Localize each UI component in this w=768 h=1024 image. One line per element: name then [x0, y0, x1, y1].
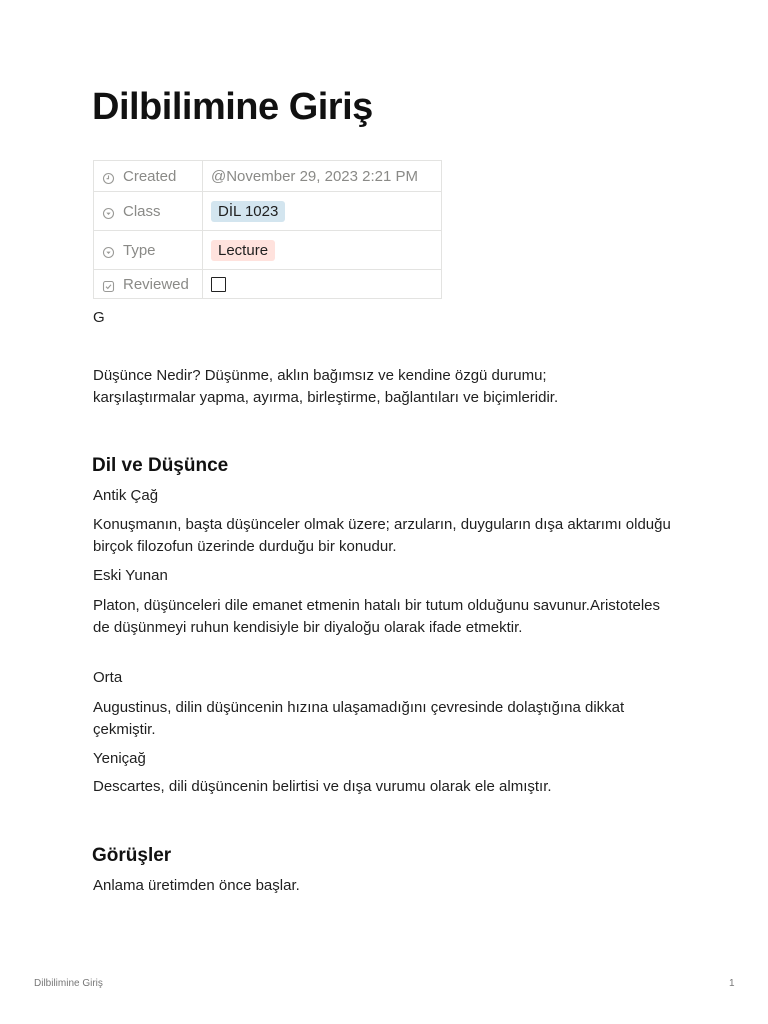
paragraph: Yeniçağ	[93, 750, 146, 767]
footer-title: Dilbilimine Giriş	[34, 978, 103, 989]
intro-paragraph: Düşünce Nedir? Düşünme, aklın bağımsız ve kendine özgü durumu; karşılaştırmalar yapma, ayırma, birleştirme, bağlantıları ve biçimleridir.	[93, 367, 559, 406]
section-heading-gorusler: Görüşler	[92, 845, 172, 866]
paragraph: Eski Yunan	[93, 567, 168, 584]
property-label-reviewed: Reviewed	[123, 275, 189, 293]
stray-text: G	[93, 309, 105, 326]
select-property-icon	[102, 207, 115, 220]
paragraph: Anlama üretimden önce başlar.	[93, 877, 300, 894]
property-row-class	[94, 192, 442, 231]
property-row-created	[94, 161, 442, 192]
property-row-reviewed	[94, 270, 442, 299]
paragraph: Descartes, dili düşüncenin belirtisi ve dışa vurumu olarak ele almıştır.	[93, 778, 552, 795]
property-label-class: Class	[123, 202, 161, 220]
properties-table	[93, 160, 442, 299]
paragraph: Orta	[93, 669, 123, 686]
paragraph: Antik Çağ	[93, 487, 159, 504]
clock-icon	[102, 172, 115, 185]
paragraph: Platon, düşünceleri dile emanet etmenin hatalı bir tutum olduğunu savunur.Aristoteles de düşünmeyi ruhun kendisiyle bir diyaloğu olarak ifade etmektir.	[93, 597, 661, 636]
select-property-icon	[102, 246, 115, 259]
checkbox-property-icon	[102, 280, 115, 293]
page-number: 1	[729, 978, 735, 989]
property-value-created[interactable]: @November 29, 2023 2:21 PM	[203, 161, 442, 192]
class-tag[interactable]: DİL 1023	[211, 201, 285, 222]
section-heading-dil-ve-dusunce: Dil ve Düşünce	[92, 455, 229, 476]
property-label-created: Created	[123, 167, 177, 185]
page-title: Dilbilimine Giriş	[92, 86, 373, 128]
property-label-type: Type	[123, 241, 156, 259]
reviewed-checkbox[interactable]	[211, 277, 226, 292]
type-tag[interactable]: Lecture	[211, 240, 275, 261]
paragraph: Konuşmanın, başta düşünceler olmak üzere; arzuların, duyguların dışa aktarımı olduğu birçok filozofun üzerinde durduğu bir konudur.	[93, 516, 671, 555]
paragraph: Augustinus, dilin düşüncenin hızına ulaşamadığını çevresinde dolaştığına dikkat çekmiştir.	[93, 699, 625, 738]
property-row-type	[94, 231, 442, 270]
